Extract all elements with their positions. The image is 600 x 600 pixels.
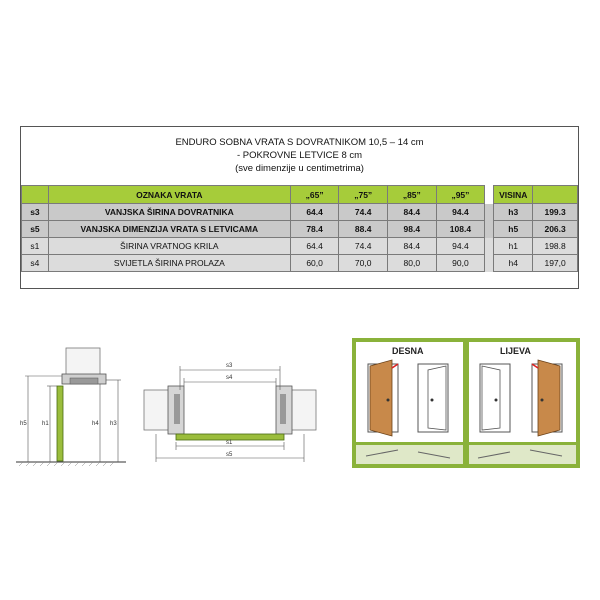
height-dimension-lines [25,376,121,462]
column-separator [485,255,494,272]
dimension-grid [21,185,578,272]
row-name: ŠIRINA VRATNOG KRILA [48,238,290,255]
row-value: 90,0 [436,255,485,272]
side-section-drawing [14,340,134,475]
dim-label-h5: h5 [20,421,27,427]
door-leaf-section [57,386,63,461]
frame-core [70,378,98,384]
header-visina-value [533,186,578,204]
row-code: s1 [22,238,49,255]
row-value: 60,0 [290,255,339,272]
table-row [22,221,578,238]
tab-desna: DESNA [392,346,424,356]
header-size-85: „85” [388,186,437,204]
header-visina: VISINA [494,186,533,204]
header-size-75: „75” [339,186,388,204]
row-value: 94.4 [436,238,485,255]
header-size-65: „65” [290,186,339,204]
title-line-2: - POKROVNE LETVICE 8 cm [236,150,363,161]
dim-label-s4: s4 [226,375,233,381]
row-height-code: h4 [494,255,533,272]
column-separator [485,238,494,255]
row-height-value: 197,0 [533,255,578,272]
row-value: 84.4 [388,238,437,255]
dim-label-h1: h1 [42,421,49,427]
row-value: 64.4 [290,204,339,221]
row-value: 70,0 [339,255,388,272]
header-code [22,186,49,204]
row-value: 88.4 [339,221,388,238]
row-height-value: 206.3 [533,221,578,238]
row-value: 74.4 [339,204,388,221]
row-code: s5 [22,221,49,238]
table-row [22,238,578,255]
row-name: VANJSKA ŠIRINA DOVRATNIKA [48,204,290,221]
tab-lijeva: LIJEVA [500,346,531,356]
plan-section-drawing [140,350,320,465]
row-name: VANJSKA DIMENZIJA VRATA S LETVICAMA [48,221,290,238]
row-height-code: h1 [494,238,533,255]
column-separator [485,221,494,238]
row-code: s3 [22,204,49,221]
dim-label-s5: s5 [226,452,233,458]
column-separator [485,204,494,221]
frame-right-core [280,394,286,424]
spec-title [21,127,578,185]
lijeva-door-open-out [532,360,562,436]
row-value: 64.4 [290,238,339,255]
wall-block [66,348,100,376]
dim-label-s3: s3 [226,363,233,369]
row-name: SVIJETLA ŠIRINA PROLAZA [48,255,290,272]
row-height-code: h5 [494,221,533,238]
row-value: 84.4 [388,204,437,221]
dim-label-s1: s1 [226,440,233,446]
desna-door-open-out [368,360,398,436]
floor-hatch [19,462,114,466]
lijeva-plan-pane [469,445,576,464]
title-line-3: (sve dimenzije u centimetrima) [235,163,364,174]
table-header-row [22,186,578,204]
frame-left-core [174,394,180,424]
table-row [22,255,578,272]
row-value: 74.4 [339,238,388,255]
header-name: OZNAKA VRATA [48,186,290,204]
row-value: 78.4 [290,221,339,238]
dim-label-h4: h4 [92,421,99,427]
row-height-code: h3 [494,204,533,221]
title-line-1: ENDURO SOBNA VRATA S DOVRATNIKOM 10,5 – 14 cm [175,137,424,148]
row-height-value: 198.8 [533,238,578,255]
column-separator [485,186,494,204]
spec-table [20,126,579,289]
row-height-value: 199.3 [533,204,578,221]
header-size-95: „95” [436,186,485,204]
door-swing-panel [352,338,580,468]
row-value: 98.4 [388,221,437,238]
row-value: 80,0 [388,255,437,272]
desna-door-open-in [418,364,448,432]
dim-label-h3: h3 [110,421,117,427]
row-value: 108.4 [436,221,485,238]
row-value: 94.4 [436,204,485,221]
lijeva-door-open-in [480,364,510,432]
table-row [22,204,578,221]
row-code: s4 [22,255,49,272]
